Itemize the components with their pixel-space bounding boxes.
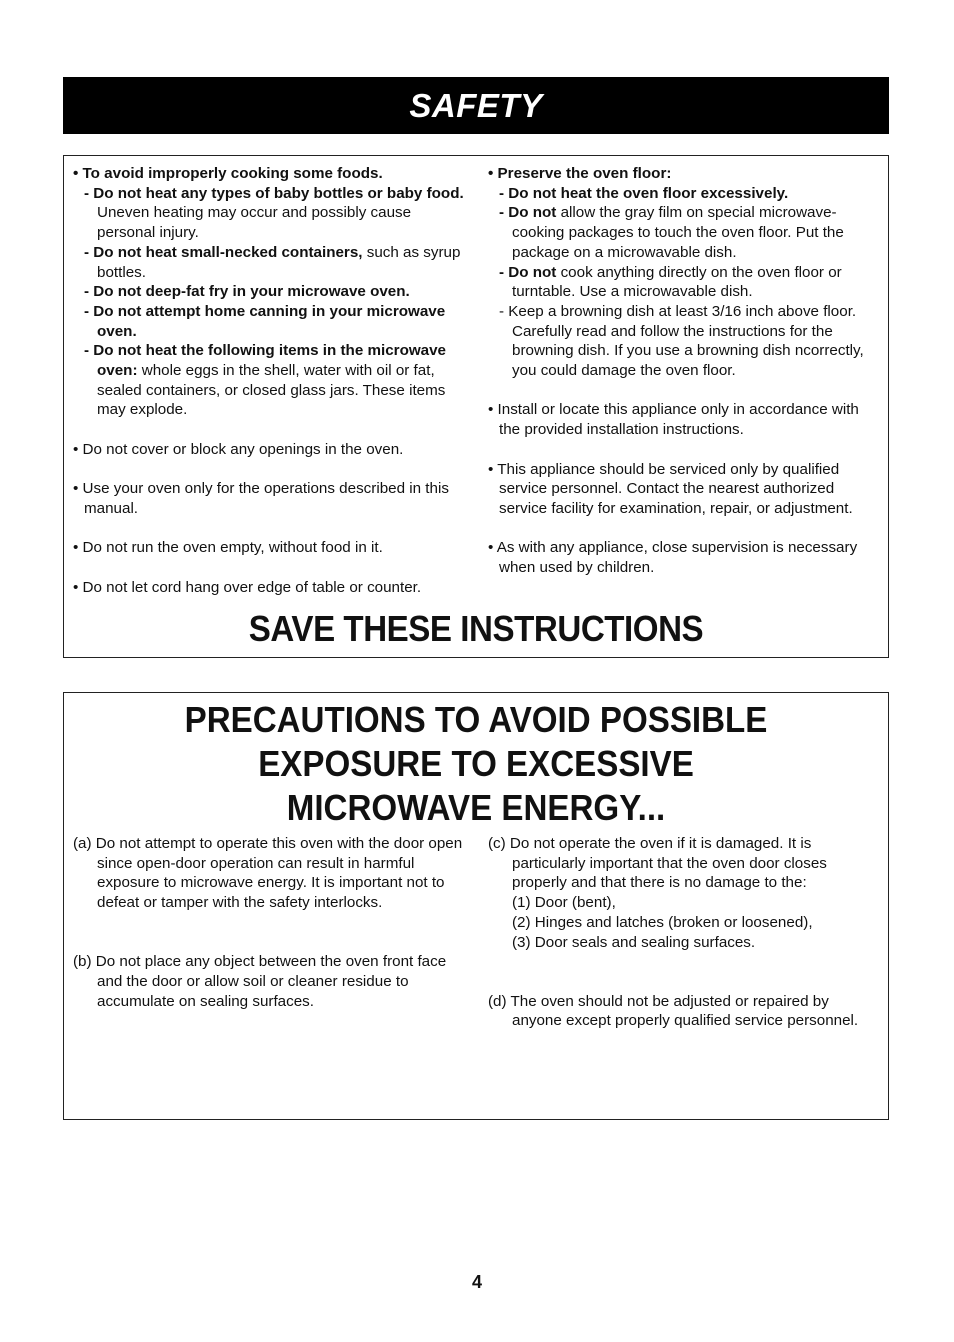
list-subitem: - Do not attempt home canning in your microwave oven.	[84, 302, 446, 340]
save-instructions-heading: SAVE THESE INSTRUCTIONS	[248, 608, 704, 649]
list-subitem: - Do not heat the following items in the microwave oven: whole eggs in the shell, water with oil or fat, sealed containers, or closed glass jars. These items may explode.	[84, 342, 447, 419]
precautions-left-column	[73, 834, 468, 1011]
list-item: • Do not let cord hang over edge of table or counter.	[73, 578, 422, 596]
precautions-title-line: MICROWAVE ENERGY...	[286, 787, 666, 828]
safety-right-column	[488, 164, 883, 578]
precaution-c-list	[488, 893, 883, 952]
precautions-title-line: PRECAUTIONS TO AVOID POSSIBLE	[184, 699, 768, 740]
list-subitem: - Keep a browning dish at least 3/16 inch above floor. Carefully read and follow the instructions for the browning dish. If you use a browning dish ncorrectly, you could damage the oven floor.	[499, 302, 864, 380]
precaution-d: (d) The oven should not be adjusted or repaired by anyone except properly qualified service personnel.	[488, 992, 859, 1030]
precautions-right-column	[488, 834, 883, 1031]
list-item: (2) Hinges and latches (broken or loosened),	[512, 913, 813, 931]
list-item: • Do not cover or block any openings in the oven.	[73, 440, 404, 458]
list-item: • Do not run the oven empty, without food in it.	[73, 539, 383, 557]
list-subitem: - Do not heat small-necked containers, such as syrup bottles.	[84, 243, 461, 281]
list-item: (1) Door (bent),	[512, 894, 616, 912]
safety-banner	[63, 77, 889, 134]
list-subitem: - Do not heat the oven floor excessively.	[499, 184, 789, 202]
precautions-title-line: EXPOSURE TO EXCESSIVE	[258, 743, 694, 784]
precautions-title	[97, 698, 855, 830]
list-subitem: - Do not deep-fat fry in your microwave oven.	[84, 283, 410, 301]
list-subitem: - Do not cook anything directly on the oven floor or turntable. Use a microwavable dish.	[499, 263, 842, 301]
safety-left-column	[73, 164, 468, 597]
page-number: 4	[471, 1272, 482, 1292]
list-item: • To avoid improperly cooking some foods.	[73, 165, 383, 182]
list-item: • Use your oven only for the operations described in this manual.	[73, 480, 449, 517]
list-item: (3) Door seals and sealing surfaces.	[512, 933, 756, 951]
list-item: • Preserve the oven floor:	[488, 165, 672, 182]
safety-box	[63, 155, 889, 658]
precautions-box	[63, 692, 889, 1120]
list-subitem: - Do not allow the gray film on special microwave-cooking packages to touch the oven floor. Put the package on a microwavable dish.	[499, 204, 844, 261]
list-item: • As with any appliance, close supervision is necessary when used by children.	[488, 539, 858, 577]
list-subitem: - Do not heat any types of baby bottles or baby food. Uneven heating may occur and possibly cause personal injury.	[84, 184, 464, 242]
precaution-a: (a) Do not attempt to operate this oven with the door open since open-door operation can result in harmful exposure to microwave energy. It is important not to defeat or tamper with the safety interlocks.	[73, 835, 463, 912]
precaution-b: (b) Do not place any object between the oven front face and the door or allow soil or cleaner residue to accumulate on sealing surfaces.	[73, 953, 447, 1010]
banner-title: SAFETY	[409, 86, 543, 124]
list-item: • This appliance should be serviced only by qualified service personnel. Contact the nearest authorized service facility for examination, repair, or adjustment.	[488, 460, 853, 517]
list-item: • Install or locate this appliance only in accordance with the provided installation instructions.	[488, 401, 859, 439]
precaution-c: (c) Do not operate the oven if it is damaged. It is particularly important that the oven door closes properly and that there is no damage to the:	[488, 835, 827, 892]
